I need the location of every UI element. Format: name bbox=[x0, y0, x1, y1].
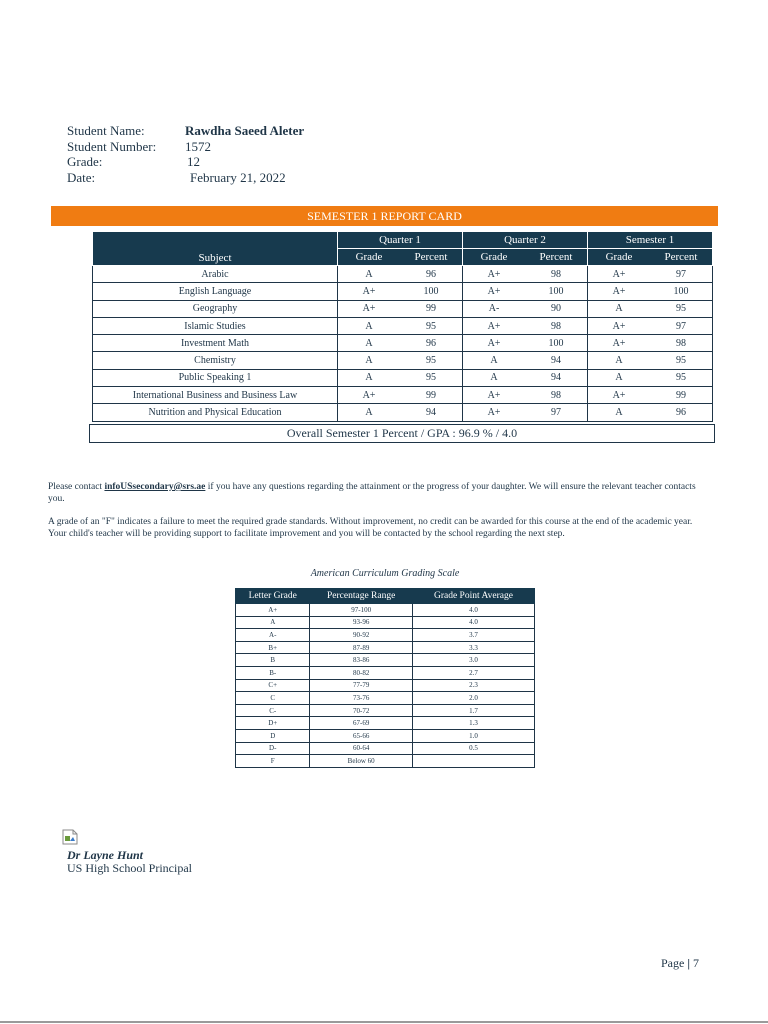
percent-cell: 96 bbox=[400, 335, 463, 352]
subject-cell: Public Speaking 1 bbox=[93, 369, 338, 386]
percentage-range-cell: 77-79 bbox=[310, 679, 412, 692]
broken-image-icon bbox=[62, 829, 78, 845]
percent-cell: 95 bbox=[400, 317, 463, 334]
subject-cell: Arabic bbox=[93, 266, 338, 283]
grade-cell: A+ bbox=[463, 266, 526, 283]
letter-grade-cell: D+ bbox=[236, 717, 310, 730]
student-name-label: Student Name: bbox=[67, 123, 145, 138]
table-row bbox=[236, 679, 535, 692]
table-row bbox=[236, 604, 535, 617]
gpa-cell bbox=[412, 755, 534, 768]
percent-cell: 95 bbox=[400, 369, 463, 386]
principal-name: Dr Layne Hunt bbox=[67, 848, 144, 862]
report-card-table bbox=[92, 231, 713, 422]
student-number: 1572 bbox=[185, 138, 211, 154]
percentage-range-cell: 73-76 bbox=[310, 692, 412, 705]
contact-prefix: Please contact bbox=[48, 482, 105, 492]
grade-cell: A+ bbox=[588, 387, 651, 404]
grade-cell: A bbox=[338, 317, 401, 334]
subject-cell: Investment Math bbox=[93, 335, 338, 352]
subject-cell: Geography bbox=[93, 300, 338, 317]
subject-cell: Chemistry bbox=[93, 352, 338, 369]
table-row bbox=[236, 717, 535, 730]
grade-cell: A bbox=[588, 352, 651, 369]
grade-cell: A+ bbox=[463, 404, 526, 421]
letter-grade-cell: A bbox=[236, 616, 310, 629]
table-row bbox=[93, 369, 713, 386]
grade-cell: A+ bbox=[338, 300, 401, 317]
letter-grade-cell: C- bbox=[236, 704, 310, 717]
letter-grade-cell: C bbox=[236, 692, 310, 705]
table-row bbox=[93, 404, 713, 421]
grade-cell: A+ bbox=[588, 283, 651, 300]
student-name: Rawdha Saeed Aleter bbox=[185, 123, 305, 138]
percentage-range-cell: 83-86 bbox=[310, 654, 412, 667]
letter-grade-cell: C+ bbox=[236, 679, 310, 692]
percentage-range-cell: 60-64 bbox=[310, 742, 412, 755]
page-number-value: 7 bbox=[692, 956, 699, 970]
grade-cell: A+ bbox=[463, 317, 526, 334]
page-bottom-divider bbox=[0, 1021, 768, 1023]
grading-scale-table bbox=[235, 588, 535, 768]
subject-header: Subject bbox=[93, 232, 338, 266]
percent-cell: 99 bbox=[400, 387, 463, 404]
percent-cell: 100 bbox=[400, 283, 463, 300]
gpa-cell: 0.5 bbox=[412, 742, 534, 755]
percent-cell: 96 bbox=[650, 404, 713, 421]
percentage-range-cell: 97-100 bbox=[310, 604, 412, 617]
period-header-q2: Quarter 2 bbox=[463, 232, 588, 249]
gpa-cell: 2.7 bbox=[412, 666, 534, 679]
percent-cell: 97 bbox=[525, 404, 588, 421]
principal-title: US High School Principal bbox=[67, 861, 192, 875]
letter-grade-cell: A- bbox=[236, 629, 310, 642]
percent-cell: 94 bbox=[400, 404, 463, 421]
percent-cell: 95 bbox=[650, 369, 713, 386]
grade-cell: A bbox=[338, 352, 401, 369]
grade-cell: A bbox=[338, 335, 401, 352]
percentage-range-cell: 65-66 bbox=[310, 729, 412, 742]
subject-cell: Nutrition and Physical Education bbox=[93, 404, 338, 421]
percentage-range-cell: 93-96 bbox=[310, 616, 412, 629]
table-row bbox=[236, 704, 535, 717]
percent-cell: 98 bbox=[525, 266, 588, 283]
percentage-range-cell: 67-69 bbox=[310, 717, 412, 730]
letter-grade-header: Letter Grade bbox=[236, 589, 310, 604]
date-label: Date: bbox=[67, 169, 96, 185]
percentage-range-cell: 70-72 bbox=[310, 704, 412, 717]
table-row bbox=[93, 387, 713, 404]
subject-cell: Islamic Studies bbox=[93, 317, 338, 334]
table-row bbox=[236, 742, 535, 755]
grade-label: Grade: bbox=[67, 154, 103, 169]
percentage-range-cell: Below 60 bbox=[310, 755, 412, 768]
percent-cell: 95 bbox=[400, 352, 463, 369]
gpa-cell: 2.0 bbox=[412, 692, 534, 705]
letter-grade-cell: B- bbox=[236, 666, 310, 679]
percent-cell: 97 bbox=[650, 317, 713, 334]
table-row bbox=[236, 654, 535, 667]
student-number-label: Student Number: bbox=[67, 138, 157, 154]
gpa-cell: 2.3 bbox=[412, 679, 534, 692]
grade-cell: A bbox=[338, 266, 401, 283]
percent-cell: 94 bbox=[525, 369, 588, 386]
table-row bbox=[236, 616, 535, 629]
page-label: Page bbox=[661, 956, 685, 970]
percent-cell: 98 bbox=[525, 387, 588, 404]
grade-cell: A- bbox=[463, 300, 526, 317]
grade-cell: A bbox=[463, 352, 526, 369]
f-grade-paragraph: A grade of an "F" indicates a failure to meet the required grade standards. Without improvement, no credit can be awarded for this course at the end of the academic year. Your child's teacher will be providing support to facilitate improvement and you will be contacted by the school regarding the next step. bbox=[48, 517, 693, 539]
subject-cell: International Business and Business Law bbox=[93, 387, 338, 404]
period-header-q1: Quarter 1 bbox=[338, 232, 463, 249]
gpa-cell: 3.3 bbox=[412, 641, 534, 654]
grade-cell: A bbox=[338, 369, 401, 386]
period-header-s1: Semester 1 bbox=[588, 232, 713, 249]
grade-cell: A bbox=[588, 404, 651, 421]
gpa-cell: 4.0 bbox=[412, 616, 534, 629]
contact-paragraph bbox=[48, 482, 712, 505]
percent-header: Percent bbox=[650, 249, 713, 266]
gpa-cell: 4.0 bbox=[412, 604, 534, 617]
gpa-cell: 1.0 bbox=[412, 729, 534, 742]
percentage-range-header: Percentage Range bbox=[310, 589, 412, 604]
table-row bbox=[236, 692, 535, 705]
table-row bbox=[236, 629, 535, 642]
letter-grade-cell: D bbox=[236, 729, 310, 742]
report-card-title: SEMESTER 1 REPORT CARD bbox=[51, 206, 718, 226]
percent-cell: 96 bbox=[400, 266, 463, 283]
grade-cell: A+ bbox=[588, 335, 651, 352]
grade-header: Grade bbox=[463, 249, 526, 266]
percent-cell: 100 bbox=[650, 283, 713, 300]
percent-header: Percent bbox=[525, 249, 588, 266]
percentage-range-cell: 87-89 bbox=[310, 641, 412, 654]
grade-cell: A+ bbox=[463, 387, 526, 404]
grade-cell: A+ bbox=[588, 266, 651, 283]
table-row bbox=[93, 352, 713, 369]
percent-cell: 99 bbox=[650, 387, 713, 404]
percentage-range-cell: 90-92 bbox=[310, 629, 412, 642]
table-row bbox=[236, 729, 535, 742]
letter-grade-cell: F bbox=[236, 755, 310, 768]
date-value: February 21, 2022 bbox=[190, 169, 286, 185]
percent-cell: 98 bbox=[650, 335, 713, 352]
percent-cell: 98 bbox=[525, 317, 588, 334]
grade-cell: A bbox=[338, 404, 401, 421]
grade-cell: A bbox=[463, 369, 526, 386]
percent-cell: 94 bbox=[525, 352, 588, 369]
letter-grade-cell: A+ bbox=[236, 604, 310, 617]
percent-cell: 90 bbox=[525, 300, 588, 317]
contact-suffix: if you have any questions regarding the attainment or the progress of your daughter. We will ensure the relevant teacher contacts you. bbox=[48, 482, 696, 504]
grade-cell: A+ bbox=[338, 283, 401, 300]
table-row bbox=[236, 755, 535, 768]
percent-cell: 95 bbox=[650, 300, 713, 317]
percent-cell: 95 bbox=[650, 352, 713, 369]
table-row bbox=[236, 641, 535, 654]
table-row bbox=[93, 317, 713, 334]
grade-value: 12 bbox=[187, 154, 200, 169]
percentage-range-cell: 80-82 bbox=[310, 666, 412, 679]
table-row bbox=[93, 335, 713, 352]
letter-grade-cell: D- bbox=[236, 742, 310, 755]
table-row bbox=[236, 666, 535, 679]
page-number bbox=[661, 956, 699, 971]
percent-cell: 97 bbox=[650, 266, 713, 283]
percent-cell: 100 bbox=[525, 335, 588, 352]
table-row bbox=[93, 300, 713, 317]
gpa-cell: 3.7 bbox=[412, 629, 534, 642]
grade-header: Grade bbox=[338, 249, 401, 266]
overall-gpa: Overall Semester 1 Percent / GPA : 96.9 % / 4.0 bbox=[89, 424, 715, 443]
grade-cell: A+ bbox=[588, 317, 651, 334]
page-separator: | bbox=[687, 956, 690, 970]
table-row bbox=[93, 283, 713, 300]
percent-header: Percent bbox=[400, 249, 463, 266]
gpa-cell: 1.7 bbox=[412, 704, 534, 717]
percent-cell: 99 bbox=[400, 300, 463, 317]
letter-grade-cell: B+ bbox=[236, 641, 310, 654]
gpa-cell: 1.3 bbox=[412, 717, 534, 730]
grade-cell: A+ bbox=[463, 335, 526, 352]
grade-cell: A bbox=[588, 369, 651, 386]
grade-cell: A bbox=[588, 300, 651, 317]
percent-cell: 100 bbox=[525, 283, 588, 300]
contact-email-link[interactable]: infoUSsecondary@srs.ae bbox=[104, 482, 206, 492]
grade-cell: A+ bbox=[463, 283, 526, 300]
grading-scale-title: American Curriculum Grading Scale bbox=[310, 568, 460, 579]
subject-cell: English Language bbox=[93, 283, 338, 300]
grade-cell: A+ bbox=[338, 387, 401, 404]
letter-grade-cell: B bbox=[236, 654, 310, 667]
grade-header: Grade bbox=[588, 249, 651, 266]
table-row bbox=[93, 266, 713, 283]
gpa-cell: 3.0 bbox=[412, 654, 534, 667]
gpa-header: Grade Point Average bbox=[412, 589, 534, 604]
